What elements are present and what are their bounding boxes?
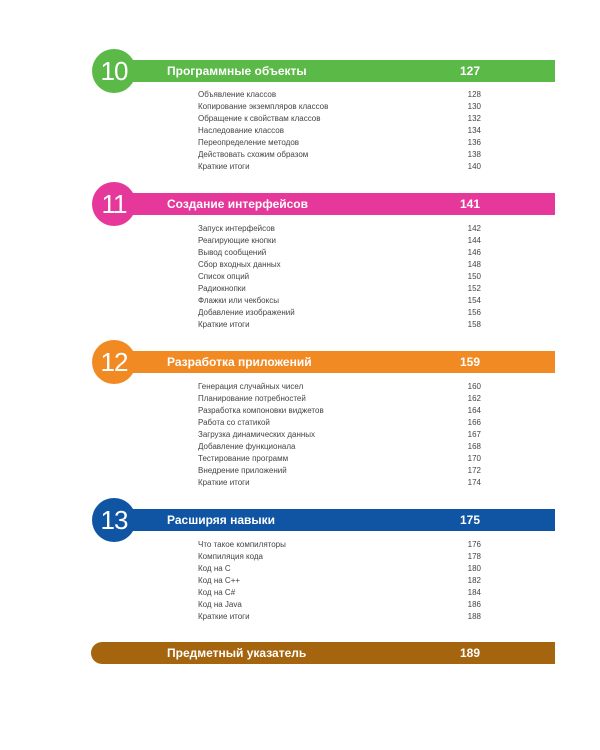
toc-entry[interactable] bbox=[198, 137, 481, 149]
entry-page: 174 bbox=[467, 478, 481, 487]
entry-page: 167 bbox=[467, 430, 481, 439]
entry-page: 128 bbox=[467, 90, 481, 99]
entry-label: Разработка компоновки виджетов bbox=[198, 406, 324, 415]
toc-entry[interactable] bbox=[198, 271, 481, 283]
entry-label: Что такое компиляторы bbox=[198, 540, 286, 549]
entry-label: Наследование классов bbox=[198, 126, 284, 135]
entry-page: 152 bbox=[467, 284, 481, 293]
chapter-items bbox=[198, 89, 481, 173]
entry-label: Список опций bbox=[198, 272, 250, 281]
toc-entry[interactable] bbox=[198, 89, 481, 101]
entry-label: Загрузка динамических данных bbox=[198, 430, 316, 439]
chapter-items bbox=[198, 539, 481, 623]
entry-page: 134 bbox=[467, 126, 481, 135]
toc-entry[interactable] bbox=[198, 319, 481, 331]
entry-page: 160 bbox=[467, 382, 481, 391]
entry-page: 182 bbox=[467, 576, 481, 585]
entry-page: 130 bbox=[467, 102, 481, 111]
chapter-number-badge: 11 bbox=[92, 182, 136, 226]
toc-entry[interactable] bbox=[198, 295, 481, 307]
chapter-page: 175 bbox=[459, 513, 480, 527]
toc-entry[interactable] bbox=[198, 247, 481, 259]
toc-entry[interactable] bbox=[198, 429, 481, 441]
toc-entry[interactable] bbox=[198, 563, 481, 575]
entry-page: 168 bbox=[467, 442, 481, 451]
entry-page: 166 bbox=[467, 418, 481, 427]
chapter-number-badge: 10 bbox=[92, 49, 136, 93]
chapter-number-badge: 13 bbox=[92, 498, 136, 542]
entry-page: 150 bbox=[467, 272, 481, 281]
toc-entry[interactable] bbox=[198, 101, 481, 113]
entry-label: Внедрение приложений bbox=[198, 466, 287, 475]
entry-page: 136 bbox=[467, 138, 481, 147]
entry-page: 176 bbox=[467, 540, 481, 549]
toc-entry[interactable] bbox=[198, 417, 481, 429]
toc-entry[interactable] bbox=[198, 465, 481, 477]
toc-entry[interactable] bbox=[198, 149, 481, 161]
entry-label: Обращение к свойствам классов bbox=[198, 114, 321, 123]
entry-label: Краткие итоги bbox=[198, 320, 250, 329]
entry-page: 172 bbox=[467, 466, 481, 475]
entry-label: Радиокнопки bbox=[198, 284, 246, 293]
chapter-items bbox=[198, 381, 481, 489]
toc-entry[interactable] bbox=[198, 477, 481, 489]
entry-page: 188 bbox=[467, 612, 481, 621]
entry-label: Вывод сообщений bbox=[198, 248, 267, 257]
entry-page: 138 bbox=[467, 150, 481, 159]
toc-entry[interactable] bbox=[198, 599, 481, 611]
entry-page: 156 bbox=[467, 308, 481, 317]
toc-entry[interactable] bbox=[198, 161, 481, 173]
entry-label: Флажки или чекбоксы bbox=[198, 296, 279, 305]
entry-page: 178 bbox=[467, 552, 481, 561]
entry-label: Копирование экземпляров классов bbox=[198, 102, 329, 111]
toc-entry[interactable] bbox=[198, 125, 481, 137]
entry-page: 184 bbox=[467, 588, 481, 597]
chapter-items bbox=[198, 223, 481, 331]
entry-label: Запуск интерфейсов bbox=[198, 224, 275, 233]
toc-entry[interactable] bbox=[198, 611, 481, 623]
entry-page: 158 bbox=[467, 320, 481, 329]
chapter-title[interactable]: Создание интерфейсов bbox=[167, 197, 309, 211]
entry-page: 164 bbox=[467, 406, 481, 415]
entry-label: Сбор входных данных bbox=[198, 260, 281, 269]
entry-label: Работа со статикой bbox=[198, 418, 270, 427]
toc-entry[interactable] bbox=[198, 235, 481, 247]
entry-label: Генерация случайных чисел bbox=[198, 382, 304, 391]
entry-label: Краткие итоги bbox=[198, 478, 250, 487]
entry-page: 180 bbox=[467, 564, 481, 573]
entry-label: Добавление изображений bbox=[198, 308, 295, 317]
toc-entry[interactable] bbox=[198, 441, 481, 453]
entry-label: Переопределение методов bbox=[198, 138, 300, 147]
entry-page: 132 bbox=[467, 114, 481, 123]
entry-label: Код на C# bbox=[198, 588, 236, 597]
toc-entry[interactable] bbox=[198, 551, 481, 563]
toc-entry[interactable] bbox=[198, 283, 481, 295]
chapter-page: 141 bbox=[459, 197, 480, 211]
toc-entry[interactable] bbox=[198, 405, 481, 417]
index-bar bbox=[91, 642, 555, 664]
entry-label: Компиляция кода bbox=[198, 552, 263, 561]
toc-entry[interactable] bbox=[198, 259, 481, 271]
toc-entry[interactable] bbox=[198, 587, 481, 599]
entry-page: 162 bbox=[467, 394, 481, 403]
chapter-title[interactable]: Расширяя навыки bbox=[167, 513, 276, 527]
toc-entry[interactable] bbox=[198, 381, 481, 393]
entry-page: 144 bbox=[467, 236, 481, 245]
toc-entry[interactable] bbox=[198, 307, 481, 319]
index-title[interactable]: Предметный указатель bbox=[167, 646, 307, 660]
toc-entry[interactable] bbox=[198, 453, 481, 465]
chapter-page: 159 bbox=[459, 355, 480, 369]
toc-entry[interactable] bbox=[198, 539, 481, 551]
index-page: 189 bbox=[459, 646, 480, 660]
entry-label: Добавление функционала bbox=[198, 442, 296, 451]
chapter-title[interactable]: Разработка приложений bbox=[167, 355, 312, 369]
toc-entry[interactable] bbox=[198, 393, 481, 405]
entry-label: Краткие итоги bbox=[198, 162, 250, 171]
chapter-number-badge: 12 bbox=[92, 340, 136, 384]
entry-label: Код на C++ bbox=[198, 576, 241, 585]
entry-page: 146 bbox=[467, 248, 481, 257]
entry-label: Объявление классов bbox=[198, 90, 277, 99]
entry-label: Реагирующие кнопки bbox=[198, 236, 277, 245]
chapter-page: 127 bbox=[459, 64, 480, 78]
toc-entry[interactable] bbox=[198, 113, 481, 125]
entry-page: 148 bbox=[467, 260, 481, 269]
entry-label: Планирование потребностей bbox=[198, 394, 306, 403]
entry-page: 170 bbox=[467, 454, 481, 463]
entry-page: 140 bbox=[467, 162, 481, 171]
entry-label: Действовать схожим образом bbox=[198, 150, 309, 159]
entry-page: 154 bbox=[467, 296, 481, 305]
entry-label: Код на C bbox=[198, 564, 231, 573]
entry-page: 186 bbox=[467, 600, 481, 609]
entry-label: Тестирование программ bbox=[198, 454, 289, 463]
entry-label: Краткие итоги bbox=[198, 612, 250, 621]
entry-page: 142 bbox=[467, 224, 481, 233]
toc-entry[interactable] bbox=[198, 223, 481, 235]
entry-label: Код на Java bbox=[198, 600, 242, 609]
chapter-title[interactable]: Программные объекты bbox=[167, 64, 307, 78]
toc-entry[interactable] bbox=[198, 575, 481, 587]
